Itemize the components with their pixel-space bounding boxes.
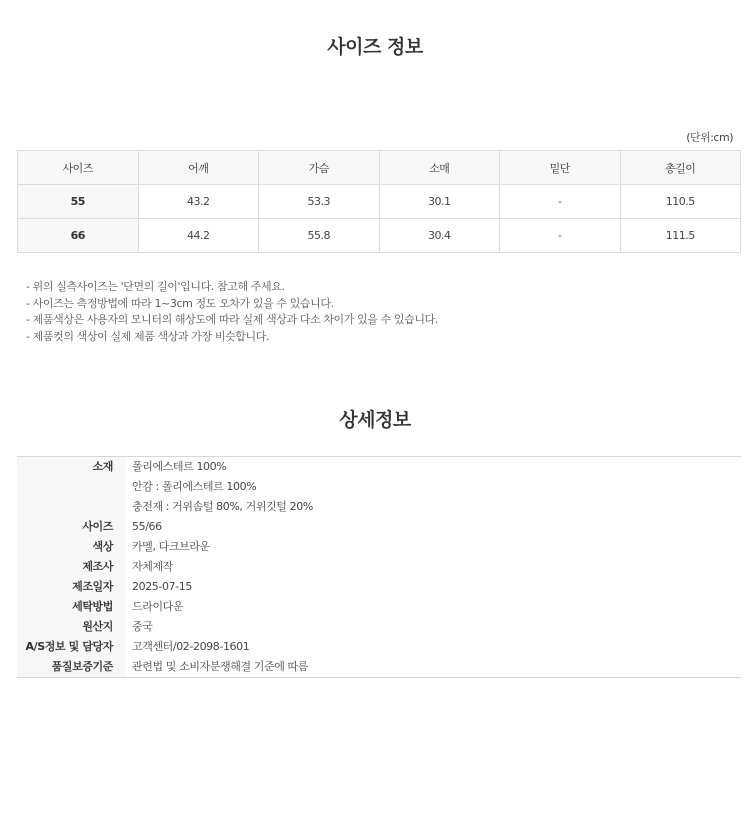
size-info-title: 사이즈 정보 <box>327 36 423 58</box>
chest-cell: 55.8 <box>259 219 380 253</box>
size-notes <box>26 279 750 345</box>
hem-cell: - <box>500 185 621 219</box>
note-line: - 제품색상은 사용자의 모니터의 해상도에 따라 실제 색상과 다소 차이가 있을 수 있습니다. <box>26 313 438 326</box>
detail-table <box>17 456 741 678</box>
header-hem: 밑단 <box>500 151 621 185</box>
shoulder-cell: 44.2 <box>138 219 259 253</box>
detail-label: 세탁방법 <box>72 600 113 613</box>
detail-label: A/S정보 및 담당자 <box>25 640 113 653</box>
header-total-length: 총길이 <box>620 151 741 185</box>
sleeve-cell: 30.1 <box>379 185 500 219</box>
detail-value: 충전재 : 거위솜털 80%, 거위깃털 20% <box>132 500 313 513</box>
table-row <box>18 219 741 253</box>
size-cell: 66 <box>18 219 139 253</box>
detail-value: 중국 <box>132 620 153 633</box>
detail-value: 자체제작 <box>132 560 173 573</box>
header-shoulder: 어깨 <box>138 151 259 185</box>
detail-row-quality <box>17 657 741 678</box>
size-cell: 55 <box>18 185 139 219</box>
chest-cell: 53.3 <box>259 185 380 219</box>
size-table-header-row <box>18 151 741 185</box>
detail-info-title: 상세정보 <box>339 409 411 431</box>
note-line: - 위의 실측사이즈는 '단면의 길이'입니다. 참고해 주세요. <box>26 280 285 293</box>
note-line: - 사이즈는 측정방법에 따라 1~3cm 정도 오차가 있을 수 있습니다. <box>26 296 334 310</box>
detail-value: 고객센터/02-2098-1601 <box>132 640 250 653</box>
detail-row-size <box>17 517 741 537</box>
total-length-cell: 111.5 <box>620 219 741 253</box>
detail-value: 2025-07-15 <box>132 580 192 593</box>
detail-row-washing <box>17 597 741 617</box>
detail-value: 폴리에스테르 100% <box>132 460 227 473</box>
header-sleeve: 소매 <box>379 151 500 185</box>
detail-label: 사이즈 <box>82 520 113 533</box>
detail-label: 제조사 <box>82 560 113 573</box>
hem-cell: - <box>500 219 621 253</box>
detail-row-color <box>17 537 741 557</box>
header-chest: 가슴 <box>259 151 380 185</box>
header-size: 사이즈 <box>18 151 139 185</box>
detail-row-origin <box>17 617 741 637</box>
unit-note: (단위:cm) <box>686 131 733 144</box>
detail-row-manufacturer <box>17 557 741 577</box>
detail-value: 관련법 및 소비자분쟁해결 기준에 따름 <box>132 660 309 673</box>
detail-label: 색상 <box>92 540 113 553</box>
detail-label: 품질보증기준 <box>51 660 113 673</box>
detail-value: 안감 : 폴리에스테르 100% <box>132 480 257 493</box>
table-row <box>18 185 741 219</box>
note-line: - 제품컷의 색상이 실제 제품 색상과 가장 비슷합니다. <box>26 329 270 343</box>
total-length-cell: 110.5 <box>620 185 741 219</box>
detail-value: 드라이다운 <box>132 600 184 613</box>
shoulder-cell: 43.2 <box>138 185 259 219</box>
detail-label: 소재 <box>92 460 113 473</box>
size-table <box>17 150 741 253</box>
sleeve-cell: 30.4 <box>379 219 500 253</box>
detail-row-material <box>17 457 741 518</box>
detail-value: 55/66 <box>132 520 162 533</box>
detail-label: 원산지 <box>82 620 113 633</box>
detail-label: 제조일자 <box>72 580 113 593</box>
detail-row-manufacture-date <box>17 577 741 597</box>
detail-row-as-contact <box>17 637 741 657</box>
detail-value: 카멜, 다크브라운 <box>132 540 210 553</box>
